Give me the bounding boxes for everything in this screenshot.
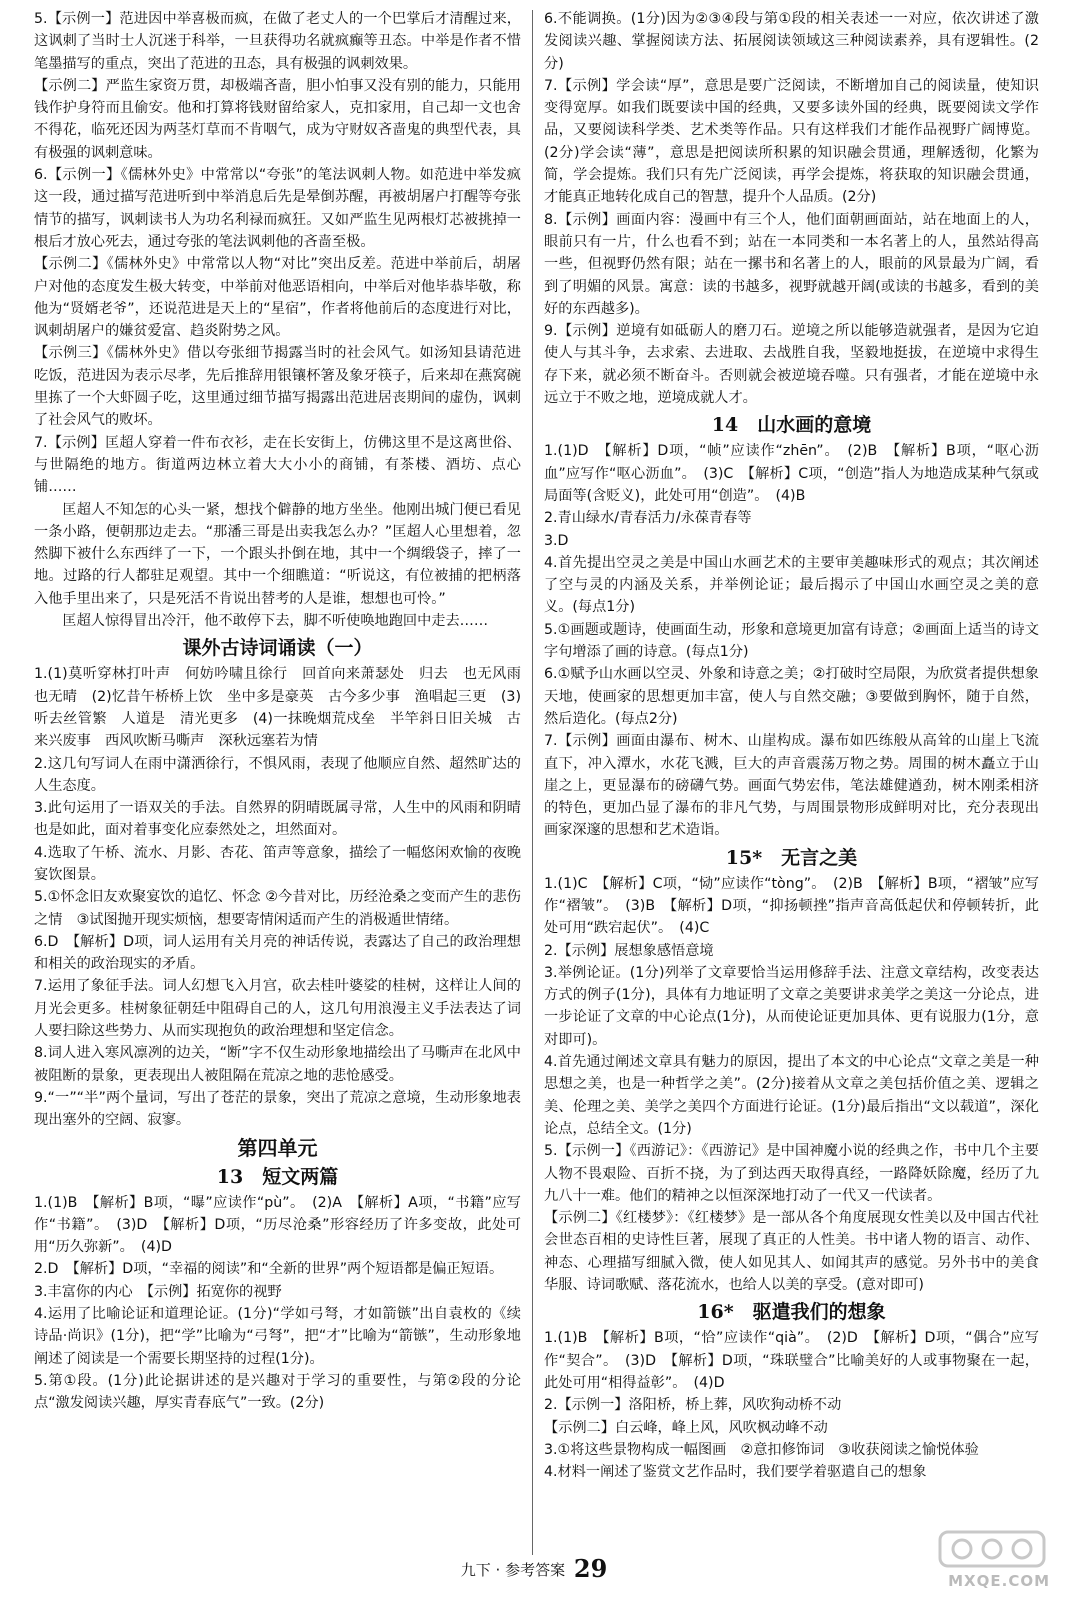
answer-paragraph: 8.词人进入寒风凛冽的边关，“断”字不仅生动形象地描绘出了马嘶声在北风中被阻断的景象，更表现出人被阻隔在荒凉之地的悲怆感受。 [34, 1045, 521, 1084]
section-heading: 第四单元 [237, 1135, 318, 1160]
answer-paragraph: 4.首先通过阐述文章具有魅力的原因，提出了本文的中心论点“文章之美是一种思想之美，也是一种哲学之美”。(2分)接着从文章之美包括价值之美、逻辑之美、伦理之美、美学之美四个方面进行论证。(1分)最后指出“文以载道”，深化论点，总结全文。(1分) [544, 1054, 1039, 1137]
answer-paragraph: 【示例二】白云峰，峰上风，风吹枫动峰不动 [544, 1419, 828, 1436]
answer-paragraph: 5.①怀念旧友欢聚宴饮的追忆、怀念 ②今昔对比，历经沧桑之变而产生的悲伤之情 ③试图抛开现实烦恼，想要寄情闲适而产生的消极遁世情绪。 [34, 889, 521, 928]
answer-paragraph: 3.D [544, 532, 569, 549]
answer-paragraph: 9.【示例】逆境有如砥砺人的磨刀石。逆境之所以能够造就强者，是因为它迫使人与其斗争，去求索、去进取、去战胜自我，坚毅地挺拔，在逆境中求得生存下来，就必须不断奋斗。否则就会被逆境吞噬。只有强者，才能在逆境中永远立于不败之地，逆境成就人才。 [544, 323, 1039, 407]
answer-paragraph: 1.(1)D 【解析】D项，“帧”应读作“zhēn”。 (2)B 【解析】B项，“呕心沥血”应写作“呕心沥血”。 (3)C 【解析】C项，“创造”指人为地造成某种气氛或局面等(含贬义)，此处可用“创造”。 (4)B [544, 443, 1039, 504]
answer-paragraph: 4.材料一阐述了鉴赏文艺作品时，我们要学着驱遣自己的想象 [544, 1464, 927, 1481]
section-heading: 16* 驱遣我们的想象 [697, 1301, 886, 1324]
answer-paragraph: 9.“一”“半”两个量词，写出了苍茫的景象，突出了荒凉之意境，生动形象地表现出塞外的空阔、寂寥。 [34, 1089, 521, 1129]
answer-paragraph: 匡超人惊得冒出冷汗，他不敢停下去，脚不听使唤地跑回中走去…… [62, 613, 489, 630]
answer-paragraph: 2.青山绿水/青春活力/永葆青春等 [544, 510, 752, 527]
answer-paragraph: 2.【示例】展想象感悟意境 [544, 942, 714, 959]
left-column [34, 8, 521, 1415]
answer-paragraph: 5.第①段。(1分)此论据讲述的是兴趣对于学习的重要性，与第②段的分论点“激发阅读兴趣，厚实青春底气”一致。(2分) [34, 1372, 521, 1412]
answer-paragraph: 4.选取了午桥、流水、月影、杏花、笛声等意象，描绘了一幅悠闲欢愉的夜晚宴饮图景。 [34, 844, 521, 883]
section-heading: 15* 无言之美 [725, 846, 858, 869]
answer-paragraph: 3.此句运用了一语双关的手法。自然界的阴晴既属寻常，人生中的风雨和阴晴也是如此，面对着事变化应泰然处之，坦然面对。 [34, 800, 521, 839]
footer-sep: · [495, 1561, 501, 1579]
answer-paragraph: 7.【示例】匡超人穿着一件布衣衫，走在长安街上，仿佛这里不是这离世俗、与世隔绝的地方。街道两边林立着大大小小的商铺，有茶楼、酒坊、点心铺…… [34, 434, 521, 496]
answer-paragraph: 6.【示例一】《儒林外史》中常常以“夸张”的笔法讽刺人物。如范进中举发疯这一段，通过描写范进听到中举消息后先是晕倒苏醒，再被胡屠户打醒等夸张情节的描写，讽刺读书人为功名利禄而疯狂。又如严监生见两根灯芯被挑掉一根后才放心死去，通过夸张的笔法讽刺他的吝啬至极。 [34, 167, 521, 250]
answer-paragraph: 2.D 【解析】D项，“幸福的阅读”和“全新的世界”两个短语都是偏正短语。 [34, 1261, 504, 1278]
column-divider [532, 10, 533, 1555]
page-footer [0, 1554, 1068, 1583]
page-number: 29 [573, 1554, 608, 1583]
answer-paragraph: 3.丰富你的内心 【示例】拓宽你的视野 [34, 1283, 282, 1300]
answer-paragraph: 4.运用了比喻论证和道理论证。(1分)“学如弓弩，才如箭镞”出自袁枚的《续诗品·尚识》(1分)，把“学”比喻为“弓弩”，把“才”比喻为“箭镞”，生动形象地阐述了阅读是一个需要长期坚持的过程(1分)。 [34, 1306, 521, 1367]
footer-grade: 九下 [460, 1561, 491, 1579]
answer-paragraph: 4.首先提出空灵之美是中国山水画艺术的主要审美趣味形式的观点；其次阐述了空与灵的内涵及关系，并举例论证；最后揭示了中国山水画空灵之美的意义。(每点1分) [544, 554, 1039, 616]
answer-paragraph: 7.【示例】学会读“厚”，意思是要广泛阅读，不断增加自己的阅读量，使知识变得宽厚。如我们既要读中国的经典，又要多读外国的经典，既要阅读文学作品，又要阅读科学类、艺术类等作品。只有这样我们才能作品视野广阔博览。(2分)学会读“薄”，意思是把阅读所积累的知识融会贯通，理解透彻，化繁为简，学会提炼。我们只有先广泛阅读，再学会提炼，将获取的知识融会贯通，才能真正地转化成自己的智慧，提升个人品质。(2分) [544, 77, 1039, 206]
right-column [544, 8, 1039, 1483]
answer-paragraph: 匡超人不知怎的心头一紧，想找个僻静的地方坐坐。他刚出城门便已看见一条小路，便朝那边走去。“那潘三哥是出卖我怎么办？”匡超人心里想着，忽然脚下被什么东西绊了一下，一个跟头扑倒在地，其中一个绸缎袋子，摔了一地。过路的行人都驻足观望。其中一个细瞧道：“听说这，有位被捕的把柄落入他手里出来了，只是死活不肯说出替考的人是谁，想想也可怜。” [34, 501, 521, 607]
answer-paragraph: 8.【示例】画面内容：漫画中有三个人，他们面朝画面站，站在地面上的人，眼前只有一片，什么也看不到；站在一本同类和一本名著上的人，虽然站得高一些，但视野仍然有限；站在一摞书和名著上的人，眼前的风景最为广阔，看到了明媚的风景。寓意：读的书越多，视野就越开阔(或读的书越多，看到的美好的东西越多)。 [544, 211, 1039, 317]
answer-paragraph: 1.(1)B 【解析】B项，“恰”应读作“qià”。 (2)D 【解析】D项，“偶合”应写作“契合”。 (3)D 【解析】D项，“珠联璧合”比喻美好的人或事物聚在一起，此处可用“相得益彰”。 (4)D [544, 1330, 1039, 1391]
answer-paragraph: 【示例二】《儒林外史》中常常以人物“对比”突出反差。范进中举前后，胡屠户对他的态度发生极大转变，中举前对他恶语相向，中举后对他毕恭毕敬，称他为“贤婿老爷”，还说范进是天上的“星宿”，作者将他前后的态度进行对比，讽刺胡屠户的嫌贫爱富、趋炎附势之风。 [34, 256, 521, 340]
section-heading: 13 短文两篇 [216, 1165, 339, 1188]
section-heading: 课外古诗词诵读（一） [182, 637, 373, 660]
answer-paragraph: 6.不能调换。(1分)因为②③④段与第①段的相关表述一一对应，依次讲述了激发阅读兴趣、掌握阅读方法、拓展阅读领域这三种阅读素养，具有逻辑性。(2分) [544, 11, 1039, 72]
answer-paragraph: 5.①画题或题诗，使画面生动，形象和意境更加富有诗意；②画面上适当的诗文字句增添了画的诗意。(每点1分) [544, 621, 1039, 661]
answer-paragraph: 6.①赋予山水画以空灵、外象和诗意之美；②打破时空局限，为欣赏者提供想象天地，使画家的思想更加丰富，使人与自然交融；③要做到胸怀，随于自然，然后造化。(每点2分) [544, 666, 1039, 727]
answer-paragraph: 6.D 【解析】D项，词人运用有关月亮的神话传说，表露达了自己的政治理想和相关的政治现实的矛盾。 [34, 933, 521, 973]
answer-paragraph: 【示例三】《儒林外史》借以夸张细节揭露当时的社会风气。如汤知县请范进吃饭，范进因为表示尽孝，先后推辞用银镶杯箸及象牙筷子，后来却在燕窝碗里拣了一个大虾圆子吃，这里通过细节描写揭露出范进居丧期间的虚伪，讽刺了社会风气的败坏。 [34, 345, 521, 429]
answer-paragraph: 3.举例论证。(1分)列举了文章要恰当运用修辞手法、注意文章结构，改变表达方式的例子(1分)，具体有力地证明了文章之美要讲求美学之美这一分论点，进一步论证了文章的中心论点(1分)，从而使论证更加具体、更有说服力(1分，意对即可)。 [544, 964, 1039, 1048]
section-heading: 14 山水画的意境 [711, 414, 872, 437]
answer-paragraph: 1.(1)C 【解析】C项，“恸”应读作“tòng”。 (2)B 【解析】B项，“褶皱”应写作“褶皱”。 (3)B 【解析】D项，“抑扬顿挫”指声音高低起伏和停顿转折，此处可用“跌宕起伏”。 (4)C [544, 875, 1039, 937]
answer-paragraph: 7.【示例】画面由瀑布、树木、山崖构成。瀑布如匹练般从高耸的山崖上飞流直下，冲入潭水，水花飞溅，巨大的声音震荡万物之势。周围的树木矗立于山崖之上，更显瀑布的磅礴气势。画面气势宏伟，笔法雄健遒劲，树木刚柔相济的特色，更加凸显了瀑布的非凡气势，与周围景物形成鲜明对比，充分表现出画家深邃的思想和艺术造诣。 [544, 733, 1039, 839]
watermark-text: MXQE.COM [948, 1572, 1050, 1590]
answer-paragraph: 1.(1)B 【解析】B项，“曝”应读作“pù”。 (2)A 【解析】A项，“书籍”应写作“书籍”。 (3)D 【解析】D项，“历尽沧桑”形容经历了许多变故，此处可用“历久弥新”。 (4)D [34, 1194, 521, 1256]
answer-paragraph: 5.【示例一】范进因中举喜极而疯，在做了老丈人的一个巴掌后才清醒过来，这讽刺了当时士人沉迷于科举，一旦获得功名就疯癫等丑态。中举是作者不惜笔墨描写的重点，突出了范进的丑态，具有极强的讽刺效果。 [34, 11, 521, 72]
answer-paragraph: 2.【示例一】洛阳桥，桥上葬，风吹狗动桥不动 [544, 1397, 842, 1414]
answer-paragraph: 3.①将这些景物构成一幅图画 ②意扣修饰词 ③收获阅读之愉悦体验 [544, 1441, 979, 1458]
answer-paragraph: 5.【示例一】《西游记》：《西游记》是中国神魔小说的经典之作，书中几个主要人物不畏艰险、百折不挠，为了到达西天取得真经，一路降妖除魔，经历了九九八十一难。他们的精神之以恒深深地打动了一代又一代读者。 [544, 1143, 1039, 1204]
answer-paragraph: 【示例二】《红楼梦》：《红楼梦》是一部从各个角度展现女性美以及中国古代社会世态百相的史诗性巨著，展现了真正的人性美。书中诸人物的语言、动作、神态、心理描写细腻入微，使人如见其人、如闻其声的感觉。另外书中的美食华服、诗词歌赋、落花流水，也给人以美的享受。(意对即可) [544, 1210, 1039, 1294]
answer-paragraph: 【示例二】严监生家资万贯，却极端吝啬，胆小怕事又没有别的能力，只能用钱作护身符而且偷安。他和打算将钱财留给家人，克扣家用，自己却一文也舍不得花，临死还因为两茎灯草而不肯咽气，成为守财奴吝啬鬼的典型代表，具有极强的讽刺意味。 [34, 77, 521, 161]
footer-label: 参考答案 [505, 1561, 566, 1579]
answer-paragraph: 7.运用了象征手法。词人幻想飞入月宫，砍去桂叶婆娑的桂树，这样让人间的月光会更多。桂树象征朝廷中阻碍自己的人，这几句用浪漫主义手法表达了词人要扫除这些势力、从而实现抱负的政治理想和坚定信念。 [34, 978, 521, 1040]
answer-paragraph: 2.这几句写词人在雨中潇洒徐行，不惧风雨，表现了他顺应自然、超然旷达的人生态度。 [34, 755, 521, 794]
answer-paragraph: 1.(1)莫听穿林打叶声 何妨吟啸且徐行 回首向来萧瑟处 归去 也无风雨也无晴 (2)忆昔午桥桥上饮 坐中多是豪英 古今多少事 渔唱起三更 (3)听去丝管繁 人道是 清光更多 (4)一抹晚烟荒戍垒 半竿斜日旧关城 古来兴废事 西风吹断马嘶声 深秋远塞若为情 [34, 666, 521, 750]
